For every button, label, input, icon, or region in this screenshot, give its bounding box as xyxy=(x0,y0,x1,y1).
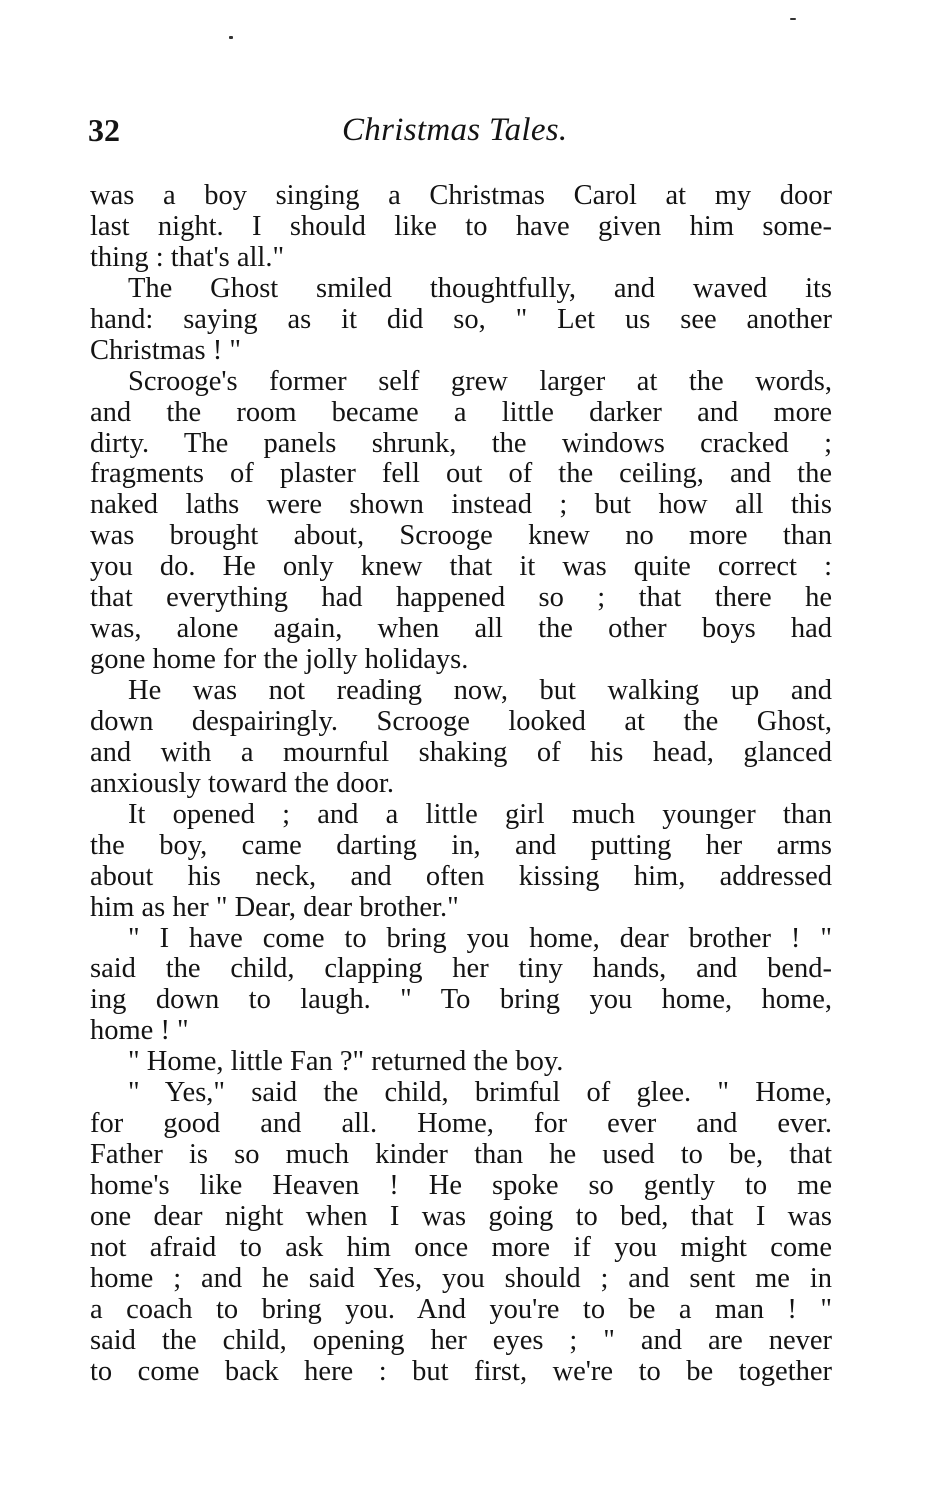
text-line: down despairingly. Scrooge looked at the Ghost, xyxy=(90,705,832,737)
text-line: naked laths were shown instead ; but how all this xyxy=(90,489,832,521)
page-header xyxy=(88,106,832,154)
text-line: " Home, little Fan ?" returned the boy. xyxy=(128,1046,564,1078)
body-text xyxy=(90,181,832,1388)
ink-speck xyxy=(790,18,796,20)
text-line: about his neck, and often kissing him, addressed xyxy=(90,860,832,892)
text-line: said the child, clapping her tiny hands, and bend- xyxy=(90,953,832,985)
text-line: dirty. The panels shrunk, the windows cracked ; xyxy=(90,427,832,459)
text-line: you do. He only knew that it was quite correct : xyxy=(90,551,832,583)
text-line: a coach to bring you. And you're to be a man ! " xyxy=(90,1293,832,1325)
text-line: the boy, came darting in, and putting her arms xyxy=(90,829,832,861)
text-line: fragments of plaster fell out of the ceiling, and the xyxy=(90,458,832,490)
text-line: to come back here : but first, we're to be together xyxy=(90,1355,832,1387)
text-line: hand: saying as it did so, " Let us see another xyxy=(90,303,832,335)
text-line: ing down to laugh. " To bring you home, home, xyxy=(90,984,832,1016)
text-line: home ! " xyxy=(90,1015,189,1047)
text-line: that everything had happened so ; that there he xyxy=(90,582,832,614)
text-line: gone home for the jolly holidays. xyxy=(90,644,469,676)
text-line: Christmas ! " xyxy=(90,334,241,366)
text-line: " I have come to bring you home, dear brother ! " xyxy=(128,922,832,954)
text-line: was brought about, Scrooge knew no more than xyxy=(90,520,832,552)
text-line: was, alone again, when all the other boys had xyxy=(90,613,832,645)
text-line: last night. I should like to have given him some- xyxy=(90,210,832,242)
text-line: Father is so much kinder than he used to be, that xyxy=(90,1139,832,1171)
text-line: one dear night when I was going to bed, that I was xyxy=(90,1200,832,1232)
text-line: was a boy singing a Christmas Carol at my door xyxy=(90,180,832,211)
text-line: home's like Heaven ! He spoke so gently to me xyxy=(90,1170,832,1201)
ink-speck xyxy=(229,36,233,39)
text-line: not afraid to ask him once more if you might come xyxy=(90,1231,832,1263)
text-line: He was not reading now, but walking up and xyxy=(128,675,832,706)
running-title: Christmas Tales. xyxy=(342,112,568,148)
text-line: for good and all. Home, for ever and ever. xyxy=(90,1108,832,1140)
text-line: home ; and he said Yes, you should ; and sent me in xyxy=(90,1262,832,1294)
text-line: Scrooge's former self grew larger at the words, xyxy=(128,365,832,397)
text-line: thing : that's all." xyxy=(90,241,285,273)
text-line: him as her " Dear, dear brother." xyxy=(90,891,459,923)
text-line: said the child, opening her eyes ; " and are never xyxy=(90,1324,832,1356)
text-line: anxiously toward the door. xyxy=(90,767,394,799)
text-line: and the room became a little darker and more xyxy=(90,396,832,428)
text-line: It opened ; and a little girl much younger than xyxy=(128,798,832,830)
text-line: The Ghost smiled thoughtfully, and waved its xyxy=(128,272,832,304)
text-line: and with a mournful shaking of his head, glanced xyxy=(90,736,832,768)
page-number: 32 xyxy=(88,112,120,148)
text-line: " Yes," said the child, brimful of glee. " Home, xyxy=(128,1077,832,1109)
